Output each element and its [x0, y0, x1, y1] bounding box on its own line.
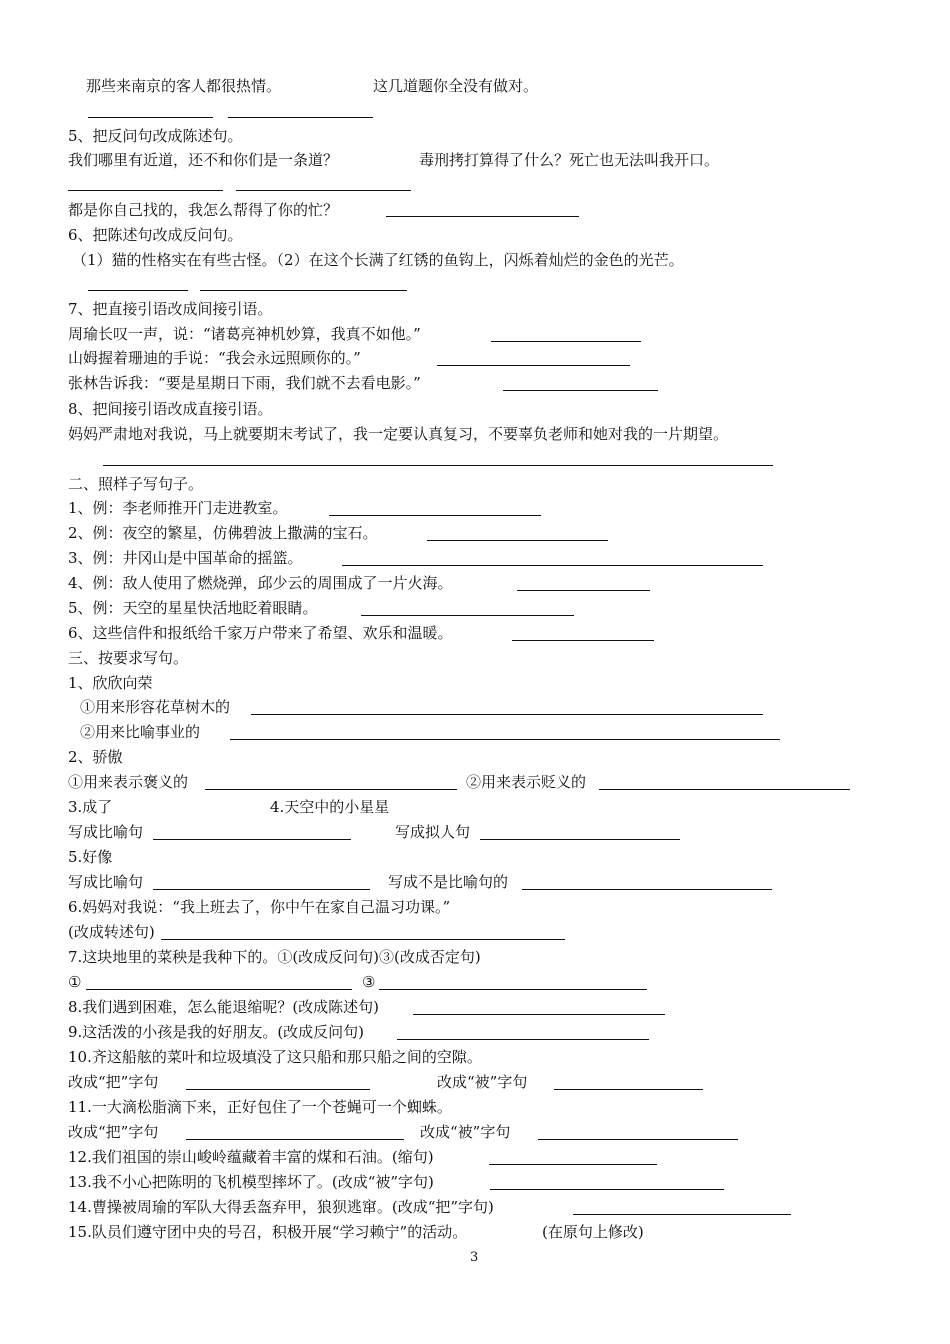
sentence-text: 5.好像 [68, 848, 113, 866]
answer-blank[interactable] [599, 789, 850, 790]
answer-blank[interactable] [573, 1214, 791, 1215]
answer-blank[interactable] [503, 390, 658, 391]
section-heading: 5、把反问句改成陈述句。 [68, 127, 243, 145]
sentence-text: 6.妈妈对我说：“我上班去了，你中午在家自己温习功课。” [68, 898, 451, 916]
sentence-text: 15.队员们遵守团中央的号召，积极开展“学习赖宁”的活动。 [68, 1223, 468, 1241]
answer-blank[interactable] [153, 889, 370, 890]
answer-blank[interactable] [538, 1139, 738, 1140]
section-heading: 二、照样子写句子。 [68, 475, 204, 493]
answer-blank[interactable] [427, 540, 608, 541]
sentence-text: 8.我们遇到困难，怎么能退缩呢？(改成陈述句) [68, 998, 380, 1016]
answer-blank[interactable] [230, 739, 780, 740]
answer-blank[interactable] [361, 615, 574, 616]
sentence-text: 3、例：井冈山是中国革命的摇篮。 [68, 549, 303, 567]
sentence-text: 10.齐这船舷的菜叶和垃圾填没了这只船和那只船之间的空隙。 [68, 1048, 482, 1066]
section-heading: 8、把间接引语改成直接引语。 [68, 400, 273, 418]
sentence-text: 都是你自己找的，我怎么帮得了你的忙？ [68, 201, 339, 219]
sentence-text: 11.一大滴松脂滴下来，正好包住了一个苍蝇可一个蜘蛛。 [68, 1098, 452, 1116]
sentence-text: 1、例：李老师推开门走进教室。 [68, 499, 288, 517]
answer-blank[interactable] [512, 640, 654, 641]
answer-blank[interactable] [228, 117, 373, 118]
answer-blank[interactable] [386, 216, 579, 217]
answer-blank[interactable] [329, 515, 541, 516]
sentence-text: 12.我们祖国的崇山峻岭蕴藏着丰富的煤和石油。(缩句) [68, 1148, 434, 1166]
sentence-text: 改成“把”字句 [68, 1073, 159, 1091]
answer-blank[interactable] [517, 590, 650, 591]
answer-blank[interactable] [413, 1014, 665, 1015]
sentence-text: 写成比喻句 [68, 873, 144, 891]
sentence-text: ①用来形容花草树木的 [80, 698, 231, 716]
answer-blank[interactable] [490, 1189, 724, 1190]
sentence-text: 张林告诉我：“要是星期日下雨，我们就不去看电影。” [68, 374, 421, 392]
sentence-text: 3.成了 [68, 798, 113, 816]
sentence-text: 1、欣欣向荣 [68, 674, 153, 692]
section-heading: 7、把直接引语改成间接引语。 [68, 300, 273, 318]
sentence-text: ②用来比喻事业的 [80, 723, 201, 741]
answer-blank[interactable] [437, 365, 630, 366]
answer-blank[interactable] [88, 117, 213, 118]
answer-blank[interactable] [489, 1164, 657, 1165]
answer-blank[interactable] [251, 714, 763, 715]
answer-blank[interactable] [236, 190, 411, 191]
sentence-text: 这几道题你全没有做对。 [373, 77, 539, 95]
sentence-text: 改成“被”字句 [437, 1073, 528, 1091]
answer-blank[interactable] [186, 1139, 404, 1140]
sentence-text: 6、这些信件和报纸给千家万户带来了希望、欢乐和温暖。 [68, 624, 453, 642]
answer-blank[interactable] [397, 1039, 649, 1040]
answer-blank[interactable] [205, 789, 457, 790]
sentence-text: 我们哪里有近道，还不和你们是一条道？ [68, 151, 339, 169]
sentence-text: 改成“被”字句 [420, 1123, 511, 1141]
sentence-text: 7.这块地里的菜秧是我种下的。①(改成反问句)③(改成否定句) [68, 948, 481, 966]
sentence-text: 5、例：天空的星星快活地眨着眼睛。 [68, 599, 318, 617]
sentence-text: ① [68, 973, 82, 991]
sentence-text: 写成不是比喻句的 [388, 873, 509, 891]
sentence-text: 4、例：敌人使用了燃烧弹，邱少云的周围成了一片火海。 [68, 574, 453, 592]
sentence-text: ②用来表示贬义的 [466, 773, 587, 791]
answer-blank[interactable] [554, 1089, 703, 1090]
sentence-text: ③ [362, 973, 376, 991]
section-heading: 6、把陈述句改成反问句。 [68, 226, 243, 244]
sentence-text: 4.天空中的小星星 [270, 798, 390, 816]
answer-blank[interactable] [86, 989, 352, 990]
answer-blank[interactable] [161, 939, 565, 940]
sentence-text: 写成拟人句 [395, 823, 471, 841]
answer-blank[interactable] [153, 839, 351, 840]
sentence-text: 14.曹操被周瑜的军队大得丢盔弃甲，狼狈逃窜。(改成“把”字句) [68, 1198, 494, 1216]
sentence-text: 毒刑拷打算得了什么？死亡也无法叫我开口。 [419, 151, 720, 169]
answer-blank[interactable] [186, 1089, 370, 1090]
sentence-text: 改成“把”字句 [68, 1123, 159, 1141]
section-heading: 三、按要求写句。 [68, 649, 189, 667]
sentence-text: (在原句上修改) [542, 1223, 644, 1241]
answer-blank[interactable] [88, 290, 188, 291]
sentence-text: 2、例：夜空的繁星，仿佛碧波上撒满的宝石。 [68, 524, 378, 542]
sentence-text: 13.我不小心把陈明的飞机模型摔坏了。(改成“被”字句) [68, 1173, 434, 1191]
answer-blank[interactable] [379, 989, 647, 990]
answer-blank[interactable] [342, 565, 763, 566]
sentence-text: 写成比喻句 [68, 823, 144, 841]
sentence-text: 山姆握着珊迪的手说：“我会永远照顾你的。” [68, 349, 361, 367]
sentence-text: 妈妈严肃地对我说，马上就要期末考试了，我一定要认真复习，不要辜负老师和她对我的一片期望。 [68, 425, 729, 443]
page-number: 3 [470, 1250, 479, 1265]
answer-blank[interactable] [200, 290, 407, 291]
answer-blank[interactable] [68, 190, 223, 191]
answer-blank[interactable] [491, 341, 641, 342]
sentence-text: （1）猫的性格实在有些古怪。（2）在这个长满了红锈的鱼钩上，闪烁着灿烂的金色的光芒。 [72, 251, 684, 269]
sentence-text: 9.这活泼的小孩是我的好朋友。(改成反问句) [68, 1023, 365, 1041]
sentence-text: ①用来表示褒义的 [68, 773, 189, 791]
answer-blank[interactable] [480, 839, 680, 840]
sentence-text: 那些来南京的客人都很热情。 [86, 77, 282, 95]
answer-blank[interactable] [522, 889, 772, 890]
sentence-text: (改成转述句) [68, 923, 155, 941]
sentence-text: 周瑜长叹一声，说：“诸葛亮神机妙算，我真不如他。” [68, 325, 421, 343]
answer-blank[interactable] [103, 465, 773, 466]
sentence-text: 2、骄傲 [68, 748, 123, 766]
